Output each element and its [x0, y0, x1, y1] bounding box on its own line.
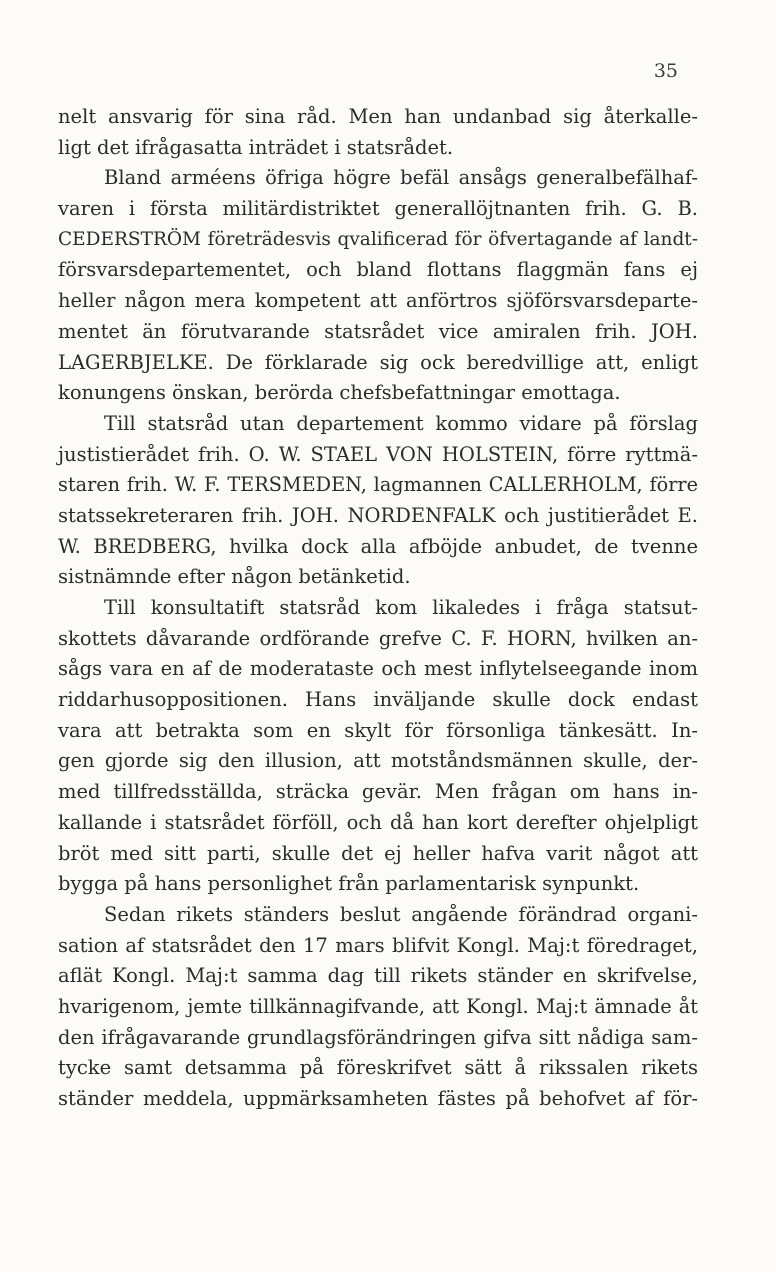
text-line: sistnämnde efter någon betänketid. — [58, 565, 411, 589]
text-line: Till konsultatift statsråd kom likaledes i fråga statsut- — [104, 596, 698, 619]
text-line: skottets dåvarande ordförande grefve C. F. HORN, hvilken an- — [58, 626, 698, 650]
text-line: Sedan rikets ständers beslut angående förändrad organi- — [104, 902, 698, 926]
text-line: sågs vara en af de moderataste och mest inflytelseegande inom — [58, 657, 698, 681]
text-line: ständer meddela, uppmärksamheten fästes på behofvet af för- — [58, 1087, 698, 1110]
text-line: varen i första militärdistriktet generallöjtnanten frih. G. B. — [58, 197, 698, 221]
text-line: aflät Kongl. Maj:t samma dag till rikets ständer en skrifvelse, — [58, 964, 698, 988]
text-line: kallande i statsrådet förföll, och då han kort derefter ohjelpligt — [58, 810, 698, 834]
text-line: den ifrågavarande grundlagsförändringen gifva sitt nådiga sam- — [58, 1025, 698, 1049]
text-line: bröt med sitt parti, skulle det ej heller hafva varit något att — [58, 841, 698, 865]
text-line: mentet än förutvarande statsrådet vice amiralen frih. JOH. — [58, 319, 698, 343]
text-line: heller någon mera kompetent att anförtros sjöförsvarsdeparte- — [58, 289, 698, 313]
text-line: gen gjorde sig den illusion, att motståndsmännen skulle, der- — [58, 749, 698, 773]
text-line: CEDERSTRÖM företrädesvis qvalificerad för öfvertagande af landt- — [58, 228, 698, 250]
text-line: W. BREDBERG, hvilka dock alla afböjde anbudet, de tvenne — [58, 534, 698, 558]
text-line: Till statsråd utan departement kommo vidare på förslag — [104, 411, 698, 435]
text-line: hvarigenom, jemte tillkännagifvande, att Kongl. Maj:t ämnade åt — [58, 994, 698, 1018]
text-line: ligt det ifrågasatta inträdet i statsrådet. — [58, 135, 454, 159]
text-line: riddarhusoppositionen. Hans inväljande skulle dock endast — [58, 688, 698, 712]
page-number: 35 — [653, 60, 678, 82]
text-line: LAGERBJELKE. De förklarade sig ock beredvillige att, enligt — [58, 350, 698, 374]
text-line: bygga på hans personlighet från parlamentarisk synpunkt. — [58, 872, 640, 896]
text-line: statssekreteraren frih. JOH. NORDENFALK och justitierådet E. — [58, 503, 698, 527]
text-line: med tillfredsställda, sträcka gevär. Men frågan om hans in- — [58, 780, 698, 804]
text-line: vara att betrakta som en skylt för försonliga tänkesätt. In- — [58, 718, 698, 742]
text-line: sation af statsrådet den 17 mars blifvit Kongl. Maj:t föredraget, — [58, 933, 698, 957]
text-line: Bland arméens öfriga högre befäl ansågs generalbefälhaf- — [104, 166, 698, 190]
text-line: justistierådet frih. O. W. STAEL VON HOLSTEIN, förre ryttmä- — [58, 442, 698, 466]
text-line: konungens önskan, berörda chefsbefattningar emottaga. — [58, 381, 621, 405]
text-line: tycke samt detsamma på föreskrifvet sätt å rikssalen rikets — [58, 1056, 698, 1080]
text-line: försvarsdepartementet, och bland flottans flaggmän fans ej — [58, 258, 698, 282]
text-line: nelt ansvarig för sina råd. Men han undanbad sig återkalle- — [58, 105, 698, 128]
text-line: staren frih. W. F. TERSMEDEN, lagmannen CALLERHOLM, förre — [58, 473, 698, 497]
body-text — [58, 102, 698, 1115]
